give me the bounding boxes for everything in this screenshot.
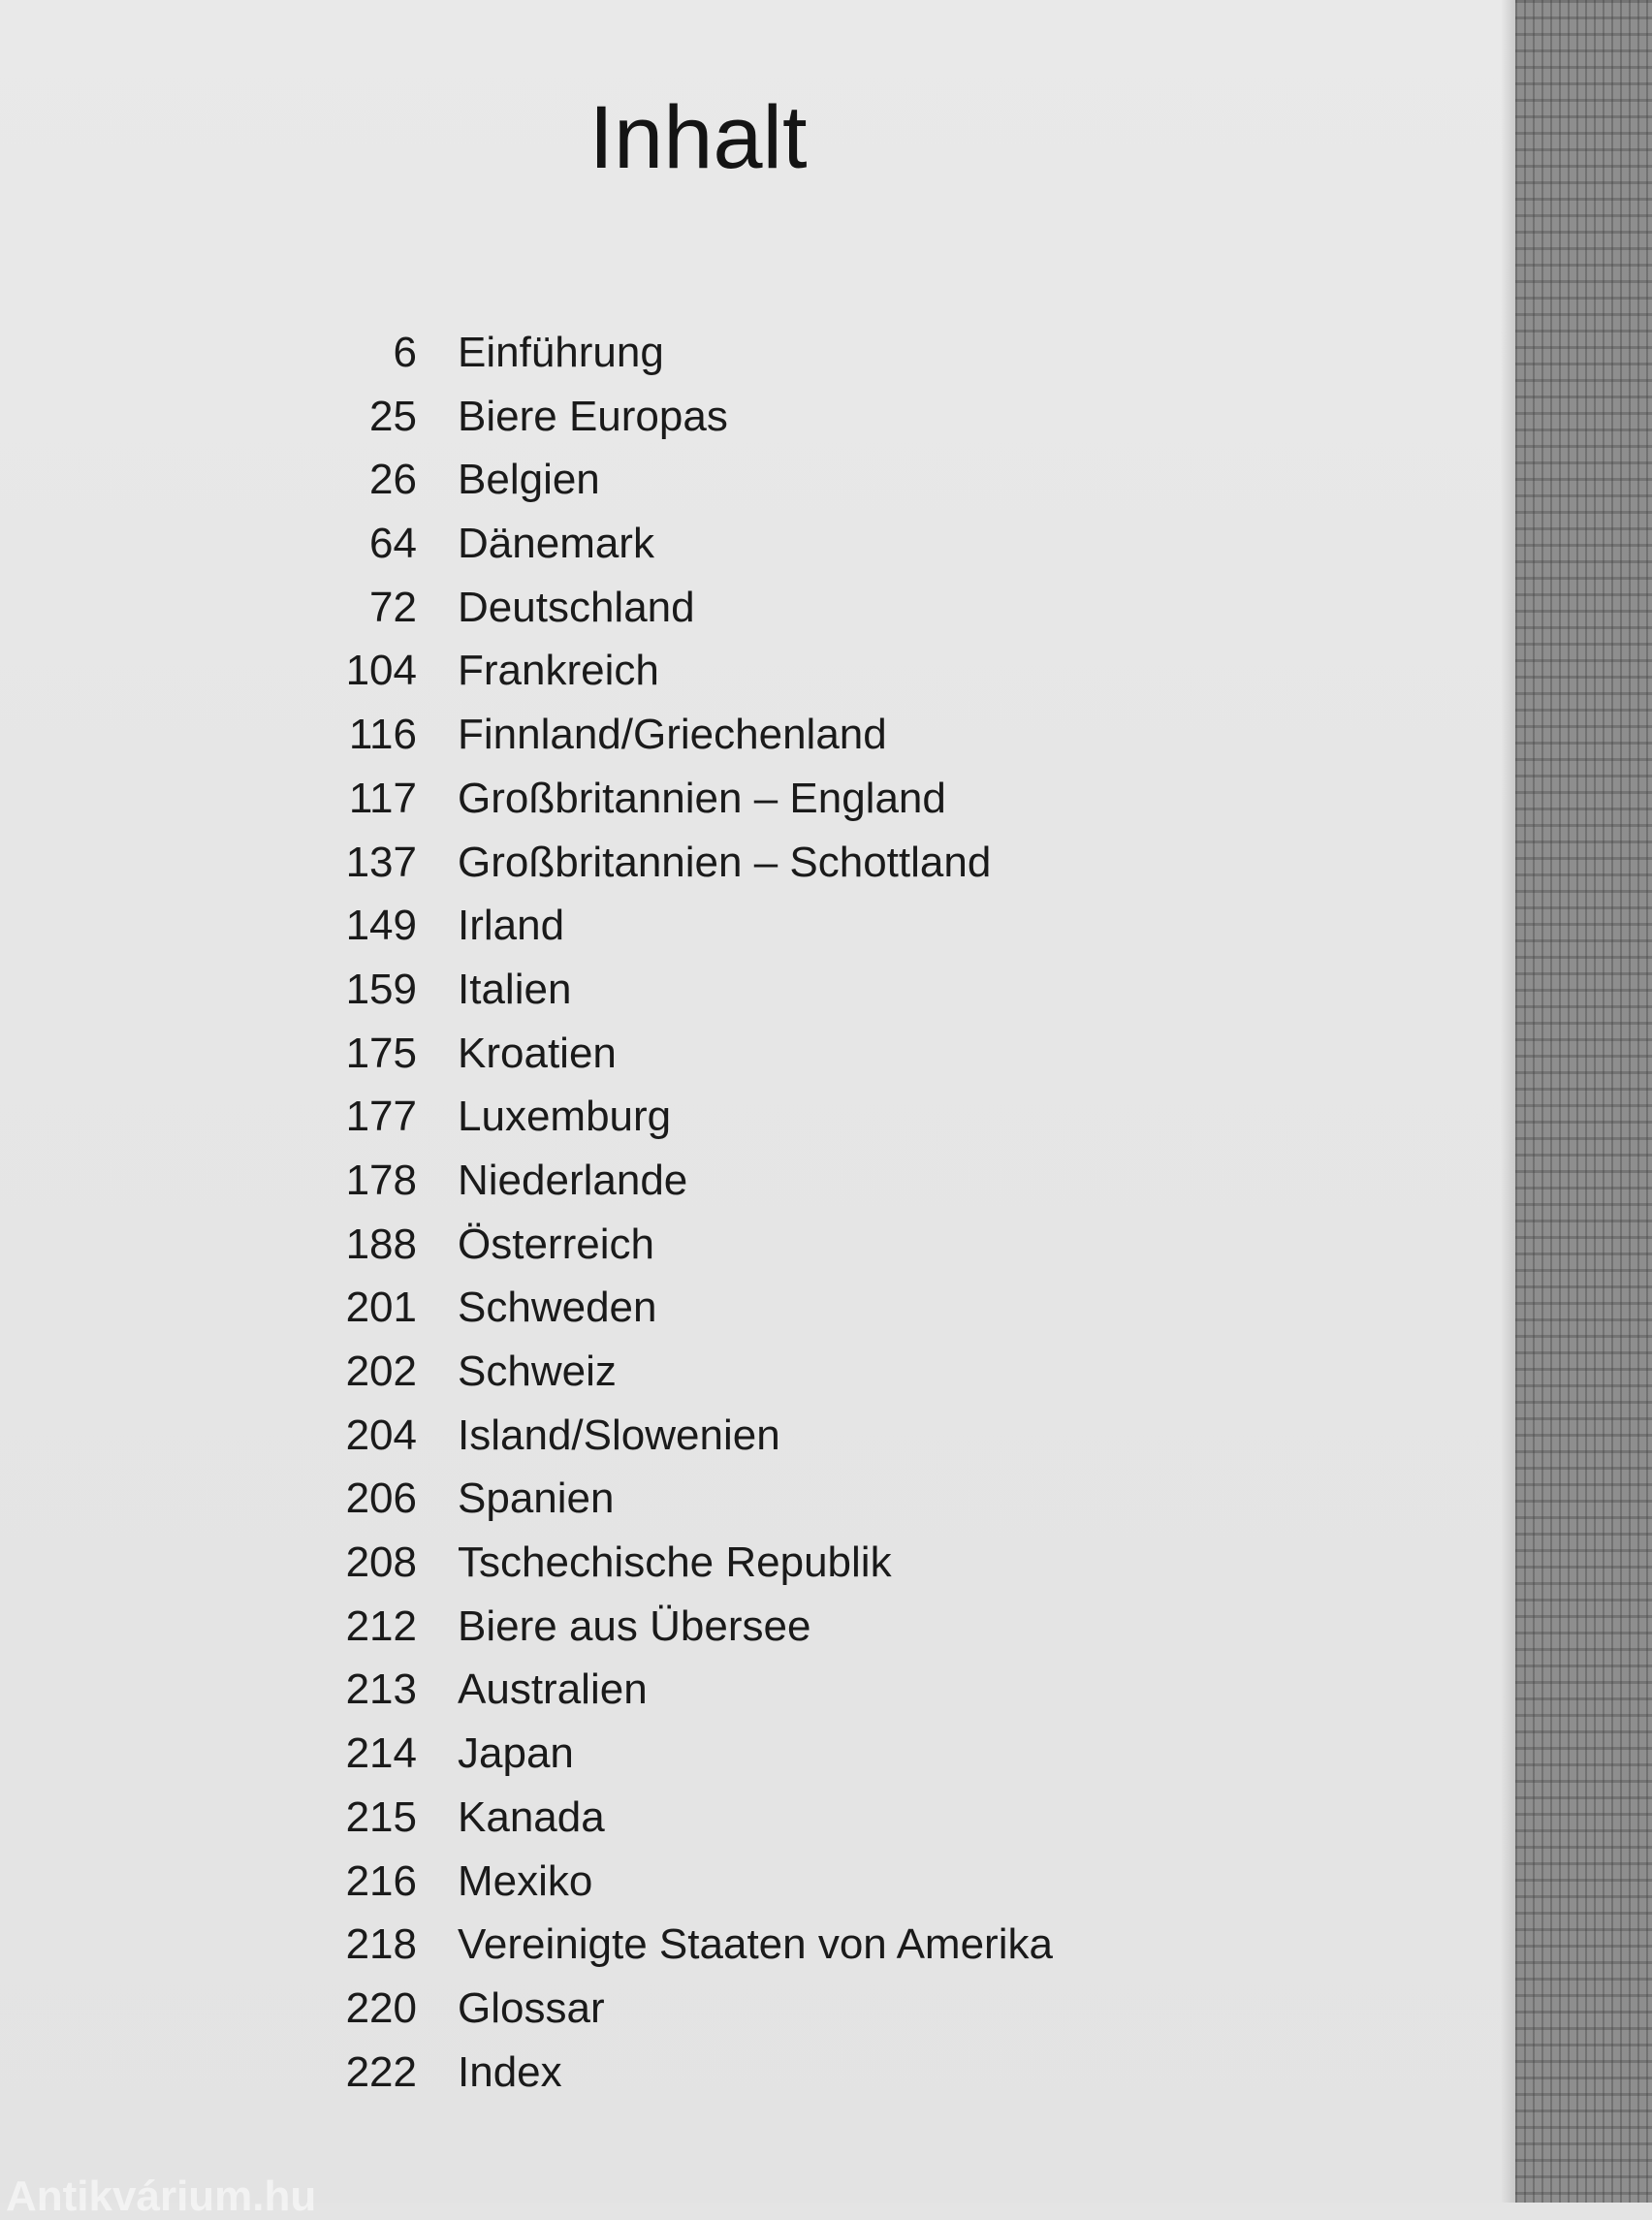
toc-entry-title: Niederlande [458,1156,688,1204]
toc-entry-title: Kanada [458,1792,605,1841]
toc-entry-title: Biere aus Übersee [458,1602,811,1650]
toc-page-number: 137 [345,838,417,886]
toc-entry [320,1220,1289,1287]
toc-page-number: 6 [393,329,417,376]
toc-entry-title: Einführung [458,329,664,376]
toc-entry-title: Vereinigte Staaten von Amerika [458,1920,1053,1969]
toc-entry-title: Index [458,2047,562,2096]
toc-entry [320,1856,1289,1924]
toc-entry [320,711,1289,777]
page-edge-shadow [1501,0,1515,2203]
toc-entry [320,1792,1289,1860]
toc-page-number: 117 [348,774,417,822]
toc-page-number: 149 [345,902,417,950]
toc-entry [320,1350,1289,1414]
toc-entry-title: Schweden [458,1284,657,1332]
toc-page-number: 72 [369,583,417,631]
toc-page-number: 26 [369,456,417,504]
toc-page-number: 188 [345,1220,417,1268]
toc-page-number: 215 [345,1792,417,1841]
toc-entry-title: Irland [458,902,565,950]
toc-entry [320,392,1289,460]
toc-entry [320,1156,1289,1223]
toc-entry [320,647,1289,714]
toc-entry [320,1095,1289,1159]
toc-page-number: 214 [345,1729,417,1778]
toc-entry-title: Australien [458,1665,648,1714]
toc-entry-title: Deutschland [458,583,695,631]
toc-entry [320,456,1289,523]
watermark: Antikvárium.hu [6,2172,317,2220]
toc-entry-title: Dänemark [458,520,654,568]
toc-entry [320,583,1289,650]
toc-entry [320,965,1289,1032]
toc-entry-title: Italien [458,965,572,1013]
toc-page-number: 202 [345,1348,417,1395]
toc-entry-title: Biere Europas [458,392,728,440]
toc-entry [320,1602,1289,1669]
toc-page-number: 216 [345,1856,417,1905]
toc-page-number: 177 [345,1093,417,1141]
textured-background [1515,0,1652,2203]
toc-page-number: 222 [345,2047,417,2096]
toc-entry-title: Kroatien [458,1029,617,1077]
toc-entry [320,1029,1289,1096]
toc-entry-title: Tschechische Republik [458,1538,892,1587]
toc-entry [320,329,1289,396]
toc-entry-title: Großbritannien – Schottland [458,838,992,886]
toc-entry-title: Island/Slowenien [458,1411,780,1459]
toc-page-number: 104 [345,647,417,695]
toc-page-number: 178 [345,1156,417,1204]
toc-page-number: 116 [348,711,417,759]
toc-entry [320,520,1289,587]
toc-entry [320,774,1289,841]
toc-page-number: 159 [345,965,417,1013]
toc-entry-title: Belgien [458,456,600,504]
toc-page-number: 64 [369,520,417,568]
toc-page-number: 208 [345,1538,417,1587]
toc-entry-title: Österreich [458,1220,654,1268]
toc-entry [320,1538,1289,1605]
toc-page-number: 206 [345,1475,417,1523]
toc-page-number: 204 [345,1411,417,1459]
toc-entry-title: Spanien [458,1475,615,1523]
toc-page-number: 201 [345,1284,417,1332]
toc-entry [320,838,1289,905]
toc-entry [320,1477,1289,1541]
toc-entry [320,1729,1289,1796]
toc-entry [320,1286,1289,1350]
toc-page-number: 218 [345,1920,417,1969]
toc-entry-title: Frankreich [458,647,659,695]
toc-entry [320,1920,1289,1987]
toc-entry [320,904,1289,968]
toc-entry [320,2047,1289,2115]
table-of-contents [320,329,1289,2114]
toc-page-number: 220 [345,1983,417,2032]
toc-page-number: 213 [345,1665,417,1714]
toc-entry-title: Mexiko [458,1856,593,1905]
page-title: Inhalt [588,88,808,187]
toc-page-number: 25 [369,392,417,440]
toc-entry-title: Luxemburg [458,1093,672,1141]
toc-page-number: 212 [345,1602,417,1650]
toc-entry [320,1411,1289,1478]
toc-entry-title: Glossar [458,1983,605,2032]
toc-entry-title: Japan [458,1729,574,1778]
toc-entry [320,1665,1289,1732]
toc-page-number: 175 [345,1029,417,1077]
toc-entry-title: Finnland/Griechenland [458,711,887,759]
toc-entry-title: Schweiz [458,1348,617,1395]
toc-entry-title: Großbritannien – England [458,774,946,822]
toc-entry [320,1983,1289,2051]
